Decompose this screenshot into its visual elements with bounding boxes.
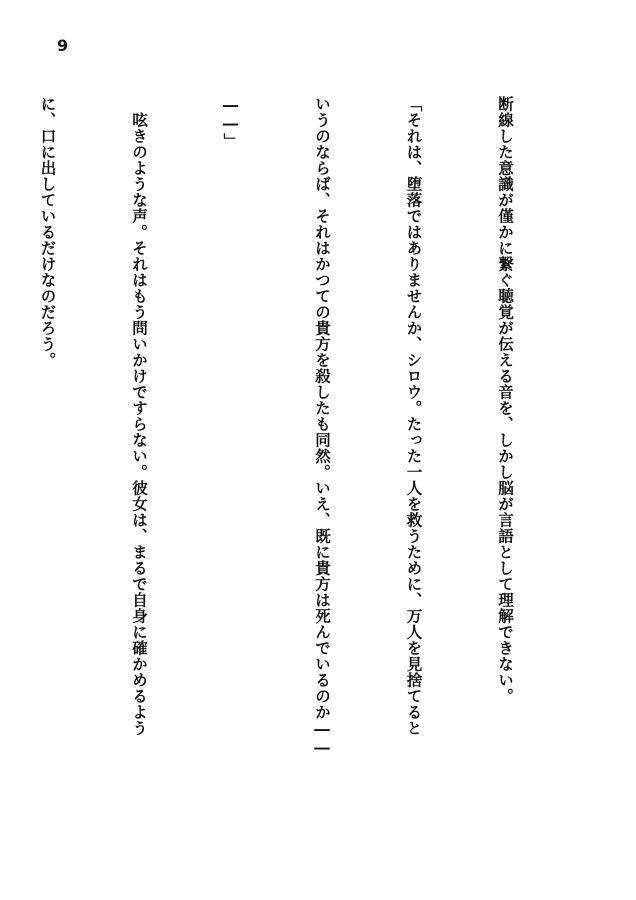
novel-text — [0, 96, 581, 856]
text-line: 「それは、堕落ではありませんか、シロウ。たった一人を救うために、万人を見捨てると — [404, 96, 423, 736]
text-line: 呟きのような声。それはもう問いかけですらない。彼女は、まるで自身に確かめるよう — [130, 96, 148, 736]
page-number: 9 — [57, 36, 69, 55]
text-line: ――」 — [221, 96, 240, 149]
text-line: 断線した意識が僅かに繋ぐ聴覚が伝える音を、しかし脳が言語として理解できない。 — [496, 96, 514, 704]
text-line: に、口に出しているだけなのだろう。 — [38, 96, 57, 368]
text-line: いうのならば、それはかつての貴方を殺したも同然。いえ、既に貴方は死んでいるのか―― — [313, 96, 331, 757]
